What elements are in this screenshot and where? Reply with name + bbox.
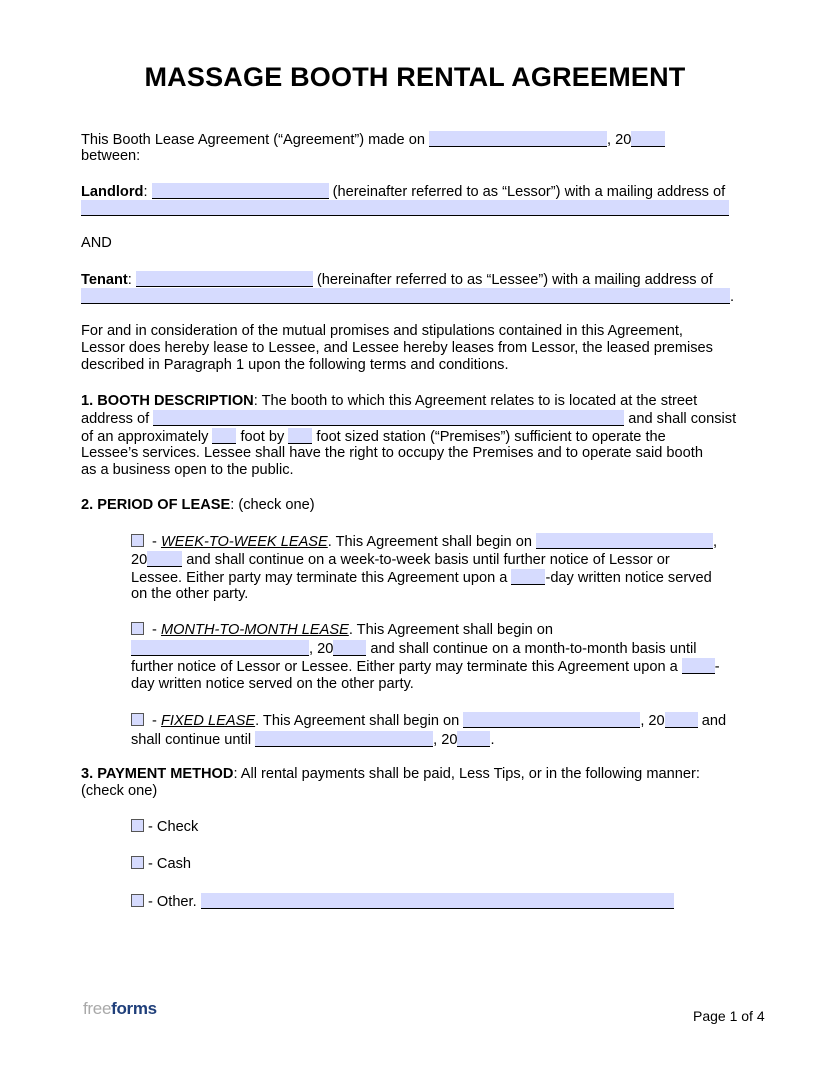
section1-text: Lessee’s services. Lessee shall have the right to occupy the Premises and to operate said booth <box>81 445 703 461</box>
section2-heading: 2. PERIOD OF LEASE <box>81 497 231 513</box>
month-text: , 20 <box>309 641 334 657</box>
fixed-lease-checkbox[interactable] <box>131 713 144 726</box>
month-start-date-field[interactable] <box>131 640 309 656</box>
fixed-text: . <box>490 732 495 748</box>
payment-option-label: - Other. <box>148 894 201 910</box>
month-text: and shall continue on a month-to-month basis until <box>366 641 697 657</box>
intro-text: This Booth Lease Agreement (“Agreement”) made on <box>81 132 429 148</box>
colon: : <box>127 272 136 288</box>
other-payment-checkbox[interactable] <box>131 894 144 907</box>
section2-text: : (check one) <box>230 497 315 513</box>
week-text: -day written notice served <box>545 570 712 586</box>
tenant-label: Tenant <box>81 272 128 288</box>
tenant-name-field[interactable] <box>136 271 313 287</box>
week-text: and shall continue on a week-to-week basis until further notice of Lessor or <box>182 552 670 568</box>
section3-heading: 3. PAYMENT METHOD <box>81 766 234 782</box>
section1-text: of an approximately <box>81 429 213 445</box>
dash: - <box>148 622 161 638</box>
week-start-year-field[interactable] <box>147 551 182 567</box>
month-text: day written notice served on the other party. <box>131 676 414 692</box>
landlord-address-field[interactable] <box>81 200 729 216</box>
section1-heading: 1. BOOTH DESCRIPTION <box>81 393 254 409</box>
week-to-week-checkbox[interactable] <box>131 534 144 547</box>
fixed-text: . This Agreement shall begin on <box>255 713 464 729</box>
document-title: MASSAGE BOOTH RENTAL AGREEMENT <box>144 62 686 92</box>
and-text: AND <box>81 235 112 251</box>
month-text: . This Agreement shall begin on <box>348 622 553 638</box>
landlord-line <box>81 183 725 201</box>
cash-payment-checkbox[interactable] <box>131 856 144 869</box>
week-notice-days-field[interactable] <box>511 569 545 585</box>
landlord-text: (hereinafter referred to as “Lessor”) with a mailing address of <box>328 184 726 200</box>
payment-option-label: - Check <box>148 819 199 835</box>
booth-width-field[interactable] <box>288 428 312 444</box>
logo-forms: forms <box>111 999 157 1018</box>
consideration-text: described in Paragraph 1 upon the following terms and conditions. <box>81 357 509 373</box>
fixed-end-date-field[interactable] <box>255 731 433 747</box>
fixed-text: shall continue until <box>131 732 256 748</box>
tenant-line <box>81 271 713 289</box>
week-text: Lessee. Either party may terminate this Agreement upon a <box>131 570 512 586</box>
comma: , <box>713 534 718 550</box>
dash: - <box>148 534 161 550</box>
consideration-text: For and in consideration of the mutual promises and stipulations contained in this Agreement, <box>81 323 683 339</box>
week-text: on the other party. <box>131 586 249 602</box>
section1-text: as a business open to the public. <box>81 462 294 478</box>
fixed-text: , 20 <box>640 713 665 729</box>
agreement-date-field[interactable] <box>429 131 607 147</box>
booth-length-field[interactable] <box>212 428 236 444</box>
section1-text: address of <box>81 411 154 427</box>
month-start-year-field[interactable] <box>333 640 366 656</box>
week-to-week-label: WEEK-TO-WEEK LEASE <box>160 534 328 550</box>
period: . <box>730 289 735 305</box>
consideration-text: Lessor does hereby lease to Lessee, and Lessee hereby leases from Lessor, the leased premises <box>81 340 713 356</box>
section1-text: foot sized station (“Premises”) sufficient to operate the <box>312 429 666 445</box>
month-text: - <box>714 659 720 675</box>
month-notice-days-field[interactable] <box>682 658 715 674</box>
fixed-end-year-field[interactable] <box>457 731 490 747</box>
check-payment-checkbox[interactable] <box>131 819 144 832</box>
fixed-start-year-field[interactable] <box>665 712 698 728</box>
landlord-label: Landlord <box>81 184 144 200</box>
fixed-lease-label: FIXED LEASE <box>160 713 256 729</box>
tenant-address-field[interactable] <box>81 288 730 304</box>
fixed-start-date-field[interactable] <box>463 712 640 728</box>
section3-text: : All rental payments shall be paid, Less Tips, or in the following manner: <box>233 766 700 782</box>
logo-free: free <box>83 999 112 1018</box>
fixed-text: , 20 <box>433 732 458 748</box>
between-text: between: <box>81 148 141 164</box>
section3-text: (check one) <box>81 783 158 799</box>
month-to-month-checkbox[interactable] <box>131 622 144 635</box>
agreement-year-field[interactable] <box>631 131 665 147</box>
week-text: 20 <box>131 552 148 568</box>
month-to-month-label: MONTH-TO-MONTH LEASE <box>160 622 349 638</box>
booth-address-field[interactable] <box>153 410 624 426</box>
page-number: Page 1 of 4 <box>693 1008 765 1024</box>
section1-text: foot by <box>236 429 289 445</box>
intro-line <box>81 131 665 149</box>
dash: - <box>148 713 161 729</box>
week-text: . This Agreement shall begin on <box>327 534 536 550</box>
freeforms-logo <box>83 999 157 1019</box>
other-payment-field[interactable] <box>201 893 674 909</box>
section1-text: and shall consist <box>624 411 737 427</box>
fixed-text: and <box>697 713 727 729</box>
landlord-name-field[interactable] <box>152 183 329 199</box>
section1-text: : The booth to which this Agreement relates to is located at the street <box>253 393 698 409</box>
tenant-text: (hereinafter referred to as “Lessee”) with a mailing address of <box>312 272 713 288</box>
year-prefix: , 20 <box>607 132 632 148</box>
payment-option-label: - Cash <box>148 856 191 872</box>
colon: : <box>143 184 152 200</box>
month-text: further notice of Lessor or Lessee. Either party may terminate this Agreement upon a <box>131 659 682 675</box>
week-start-date-field[interactable] <box>536 533 713 549</box>
